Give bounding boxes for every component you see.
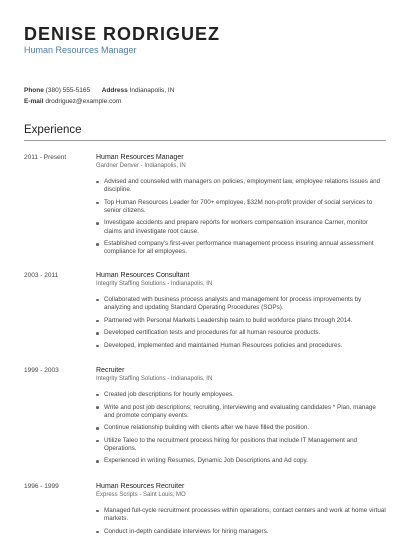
job-bullet: Experienced in writing Resumes, Dynamic Job Descriptions and Ad copy. bbox=[96, 457, 386, 465]
job-company: Express Scripts - Saint Louis, MO bbox=[96, 492, 186, 498]
job-title: Human Resources Consultant bbox=[96, 272, 190, 279]
job-bullets bbox=[96, 391, 386, 470]
job-bullet: Top Human Resources Leader for 700+ employee, $32M non-profit provider of social services to senior citizens. bbox=[96, 199, 386, 215]
job-title: Recruiter bbox=[96, 367, 125, 374]
job-dates: 1999 - 2003 bbox=[24, 367, 59, 374]
email-label: E-mail bbox=[24, 98, 44, 105]
job-bullet: Developed certification tests and procedures for all human resource products. bbox=[96, 329, 386, 337]
job-bullet: Utilize Taleo to the recruitment process hiring for positions that include IT Management and Operations. bbox=[96, 437, 386, 453]
job-bullets bbox=[96, 296, 386, 354]
job-dates: 2011 - Present bbox=[24, 154, 67, 161]
section-divider bbox=[24, 140, 386, 141]
job-bullet: Collaborated with business process analysts and management for process improvements by analyzing and updating Standard Operating Procedures (SOPs). bbox=[96, 296, 386, 312]
candidate-role: Human Resources Manager bbox=[24, 45, 137, 55]
contact-line-1 bbox=[24, 87, 174, 94]
job-dates: 1996 - 1999 bbox=[24, 483, 59, 490]
job-bullet: Developed, implemented and maintained Human Resources policies and procedures. bbox=[96, 342, 386, 350]
job-bullet: Investigate accidents and prepare reports for workers compensation insurance Carrier, monitor claims and investigate root cause. bbox=[96, 219, 386, 235]
job-bullet: Continue relationship building with clients after we have filled the position. bbox=[96, 424, 386, 432]
job-bullet: Created job descriptions for hourly employees. bbox=[96, 391, 386, 399]
address-label: Address bbox=[101, 87, 128, 94]
job-company: Integrity Staffing Solutions - Indianapolis, IN bbox=[96, 281, 213, 287]
address-value: Indianapolis, IN bbox=[129, 87, 175, 94]
job-title: Human Resources Recruiter bbox=[96, 483, 185, 490]
phone-label: Phone bbox=[24, 87, 44, 94]
job-bullet: Advised and counseled with managers on policies, employment law, employee relations issues and discipline. bbox=[96, 178, 386, 194]
job-dates: 2003 - 2011 bbox=[24, 272, 59, 279]
email-value[interactable]: drodriguez@example.com bbox=[45, 98, 122, 105]
job-bullets bbox=[96, 178, 386, 261]
job-bullet: Managed full-cycle recruitment processes within operations, contact centers and work at home virtual markets. bbox=[96, 507, 386, 523]
job-bullets bbox=[96, 507, 386, 540]
contact-line-2 bbox=[24, 98, 121, 105]
job-company: Gardner Denver - Indianapolis, IN bbox=[96, 163, 186, 169]
job-bullet: Conduct in-depth candidate interviews for hiring managers. bbox=[96, 528, 386, 536]
job-bullet: Partnered with Personal Markets Leadership team to build workforce plans through 2014. bbox=[96, 317, 386, 325]
job-bullet: Write and post job descriptions; recruiting, interviewing and evaluating candidates * Plan, manage and promote company events. bbox=[96, 404, 386, 420]
experience-heading: Experience bbox=[24, 124, 82, 136]
job-bullet: Established company's first-ever performance management process insuring annual assessment compliance for all employees. bbox=[96, 240, 386, 256]
job-company: Integrity Staffing Solutions - Indianapolis, IN bbox=[96, 376, 213, 382]
phone-value: (380) 555-5165 bbox=[45, 87, 91, 94]
job-title: Human Resources Manager bbox=[96, 154, 184, 161]
candidate-name: DENISE RODRIGUEZ bbox=[24, 24, 221, 44]
